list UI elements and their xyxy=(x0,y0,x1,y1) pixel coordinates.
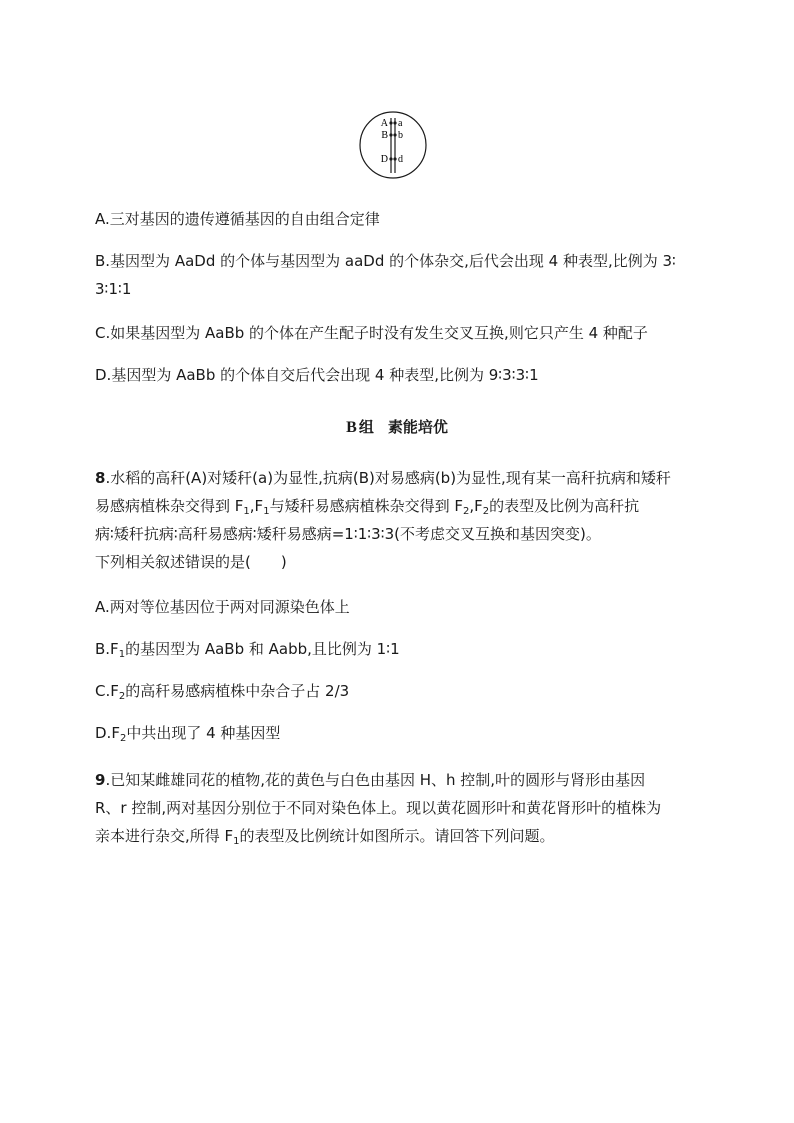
q8-subscript: 1 xyxy=(243,506,250,517)
section-name: 素能培优 xyxy=(387,418,448,436)
q8-subscript: 2 xyxy=(482,506,490,517)
q9-text: 的表型及比例统计如图所示。请回答下列问题。 xyxy=(239,827,555,845)
locus-dot-a-left xyxy=(389,121,392,124)
allele-label: a xyxy=(398,118,403,129)
chromosome-diagram xyxy=(359,111,427,179)
q7-option-a: A.三对基因的遗传遵循基因的自由组合定律 xyxy=(95,210,380,228)
locus-dot-b-left xyxy=(389,133,392,136)
allele-label: d xyxy=(398,154,403,165)
q8-text: ,F xyxy=(469,497,483,515)
q8-text: B.F xyxy=(95,640,119,658)
q8-option-c xyxy=(95,677,695,705)
q7-option-c: C.如果基因型为 AaBb 的个体在产生配子时没有发生交叉互换,则它只产生 4 种配子 xyxy=(95,324,648,342)
q8-subscript: 2 xyxy=(462,506,470,517)
q8-text: 的基因型为 AaBb 和 Aabb,且比例为 1∶1 xyxy=(125,640,400,658)
locus-dot-d-right xyxy=(393,157,396,160)
question-9-stem xyxy=(95,766,695,850)
allele-label: A xyxy=(380,118,388,129)
q8-text: 的高秆易感病植株中杂合子占 2/3 xyxy=(125,682,350,700)
q9-line1: .已知某雌雄同花的植物,花的黄色与白色由基因 H、h 控制,叶的圆形与肾形由基因 xyxy=(105,771,646,789)
q8-subscript: 1 xyxy=(118,649,126,660)
locus-dot-d-left xyxy=(389,157,392,160)
section-group-letter: B xyxy=(346,419,357,436)
q8-text: 与矮秆易感病植株杂交得到 F xyxy=(269,497,463,515)
allele-label: D xyxy=(380,154,388,165)
cell-circle xyxy=(360,112,426,178)
q9-line2: R、r 控制,两对基因分别位于不同对染色体上。现以黄花圆形叶和黄花肾形叶的植株为 xyxy=(95,799,662,817)
q8-line4: 下列相关叙述错误的是( ) xyxy=(95,553,287,571)
q7-option-d: D.基因型为 AaBb 的个体自交后代会出现 4 种表型,比例为 9∶3∶3∶1 xyxy=(95,366,539,384)
question-8-stem xyxy=(95,464,695,576)
q8-option-b xyxy=(95,635,695,663)
q9-text: 亲本进行杂交,所得 F xyxy=(95,827,234,845)
q8-option-d xyxy=(95,719,695,747)
q8-option-a: A.两对等位基因位于两对同源染色体上 xyxy=(95,598,350,616)
section-heading xyxy=(0,416,794,437)
q8-line3: 病∶矮秆抗病∶高秆易感病∶矮秆易感病=1∶1∶3∶3(不考虑交叉互换和基因突变)。 xyxy=(95,525,601,543)
q8-text: 中共出现了 4 种基因型 xyxy=(126,724,281,742)
q7-option-b-line1: B.基因型为 AaDd 的个体与基因型为 aaDd 的个体杂交,后代会出现 4 种表型,比例为 3∶ xyxy=(95,252,676,270)
question-number: 9 xyxy=(95,771,106,789)
section-group-suffix: 组 xyxy=(358,418,374,436)
allele-label: b xyxy=(398,130,403,141)
q8-line1: .水稻的高秆(A)对矮秆(a)为显性,抗病(B)对易感病(b)为显性,现有某一高秆抗病和矮秆 xyxy=(105,469,671,487)
question-number: 8 xyxy=(95,469,106,487)
q8-subscript: 2 xyxy=(118,691,126,702)
locus-dot-a-right xyxy=(393,121,396,124)
q8-subscript: 1 xyxy=(263,506,270,517)
q7-option-b xyxy=(95,247,695,303)
q8-subscript: 2 xyxy=(119,733,127,744)
q8-text: D.F xyxy=(95,724,120,742)
q8-text: 的表型及比例为高秆抗 xyxy=(489,497,640,515)
q8-text: ,F xyxy=(249,497,264,515)
q8-text: 易感病植株杂交得到 F xyxy=(95,497,244,515)
q7-option-b-line2: 3∶1∶1 xyxy=(95,280,132,298)
locus-dot-b-right xyxy=(393,133,396,136)
allele-label: B xyxy=(381,130,388,141)
q9-subscript: 1 xyxy=(233,836,240,847)
q8-text: C.F xyxy=(95,682,119,700)
